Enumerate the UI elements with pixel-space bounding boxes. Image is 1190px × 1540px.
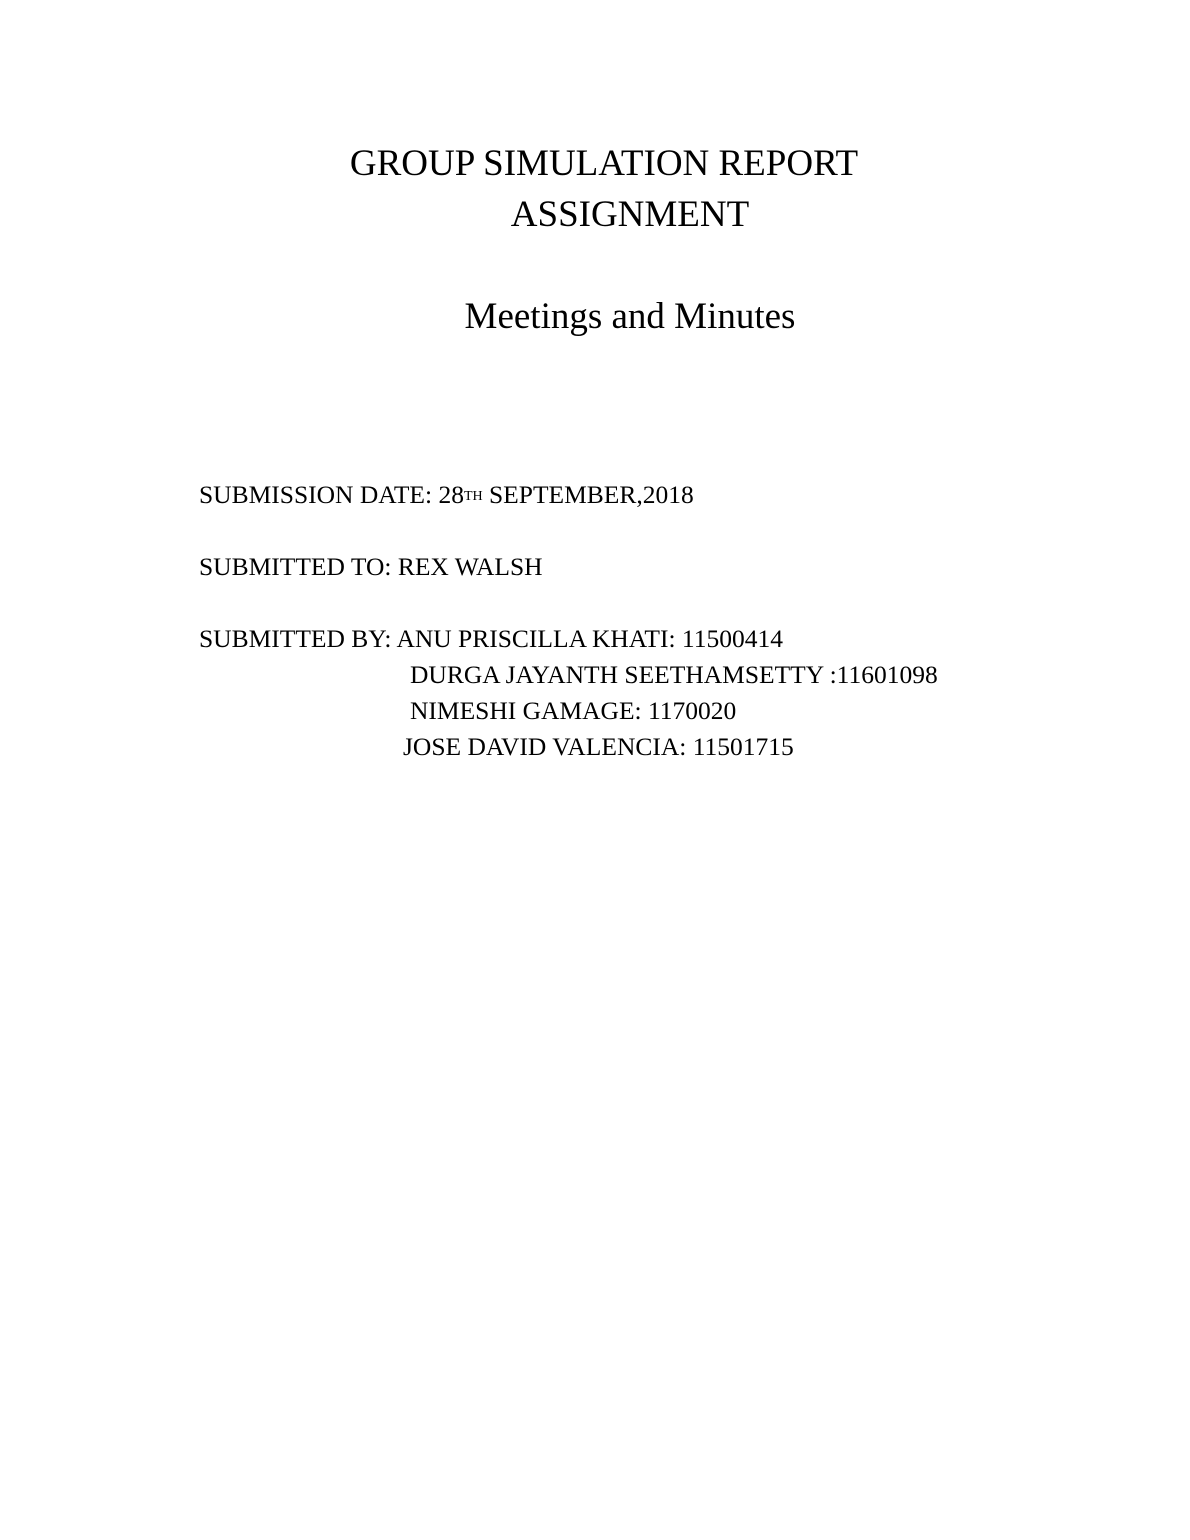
member-name: NIMESHI GAMAGE: 1170020 [410,696,737,725]
member-name: DURGA JAYANTH SEETHAMSETTY :11601098 [410,660,938,689]
report-subtitle: Meetings and Minutes [464,296,796,337]
report-title-line-1: GROUP SIMULATION REPORT [349,143,859,184]
submitted-by [199,624,783,654]
report-title-line-2: ASSIGNMENT [510,194,750,235]
member-name: ANU PRISCILLA KHATI: 11500414 [396,624,783,653]
submission-date-label: SUBMISSION DATE: [199,480,439,509]
submission-date-day: 28 [438,480,464,509]
submission-date-day-suffix: TH [463,489,483,504]
submission-date [199,480,694,510]
submitted-by-label: SUBMITTED BY: [199,624,397,653]
submission-date-rest: SEPTEMBER,2018 [482,480,694,509]
submitted-to: SUBMITTED TO: REX WALSH [199,552,543,581]
member-name: JOSE DAVID VALENCIA: 11501715 [403,732,794,761]
